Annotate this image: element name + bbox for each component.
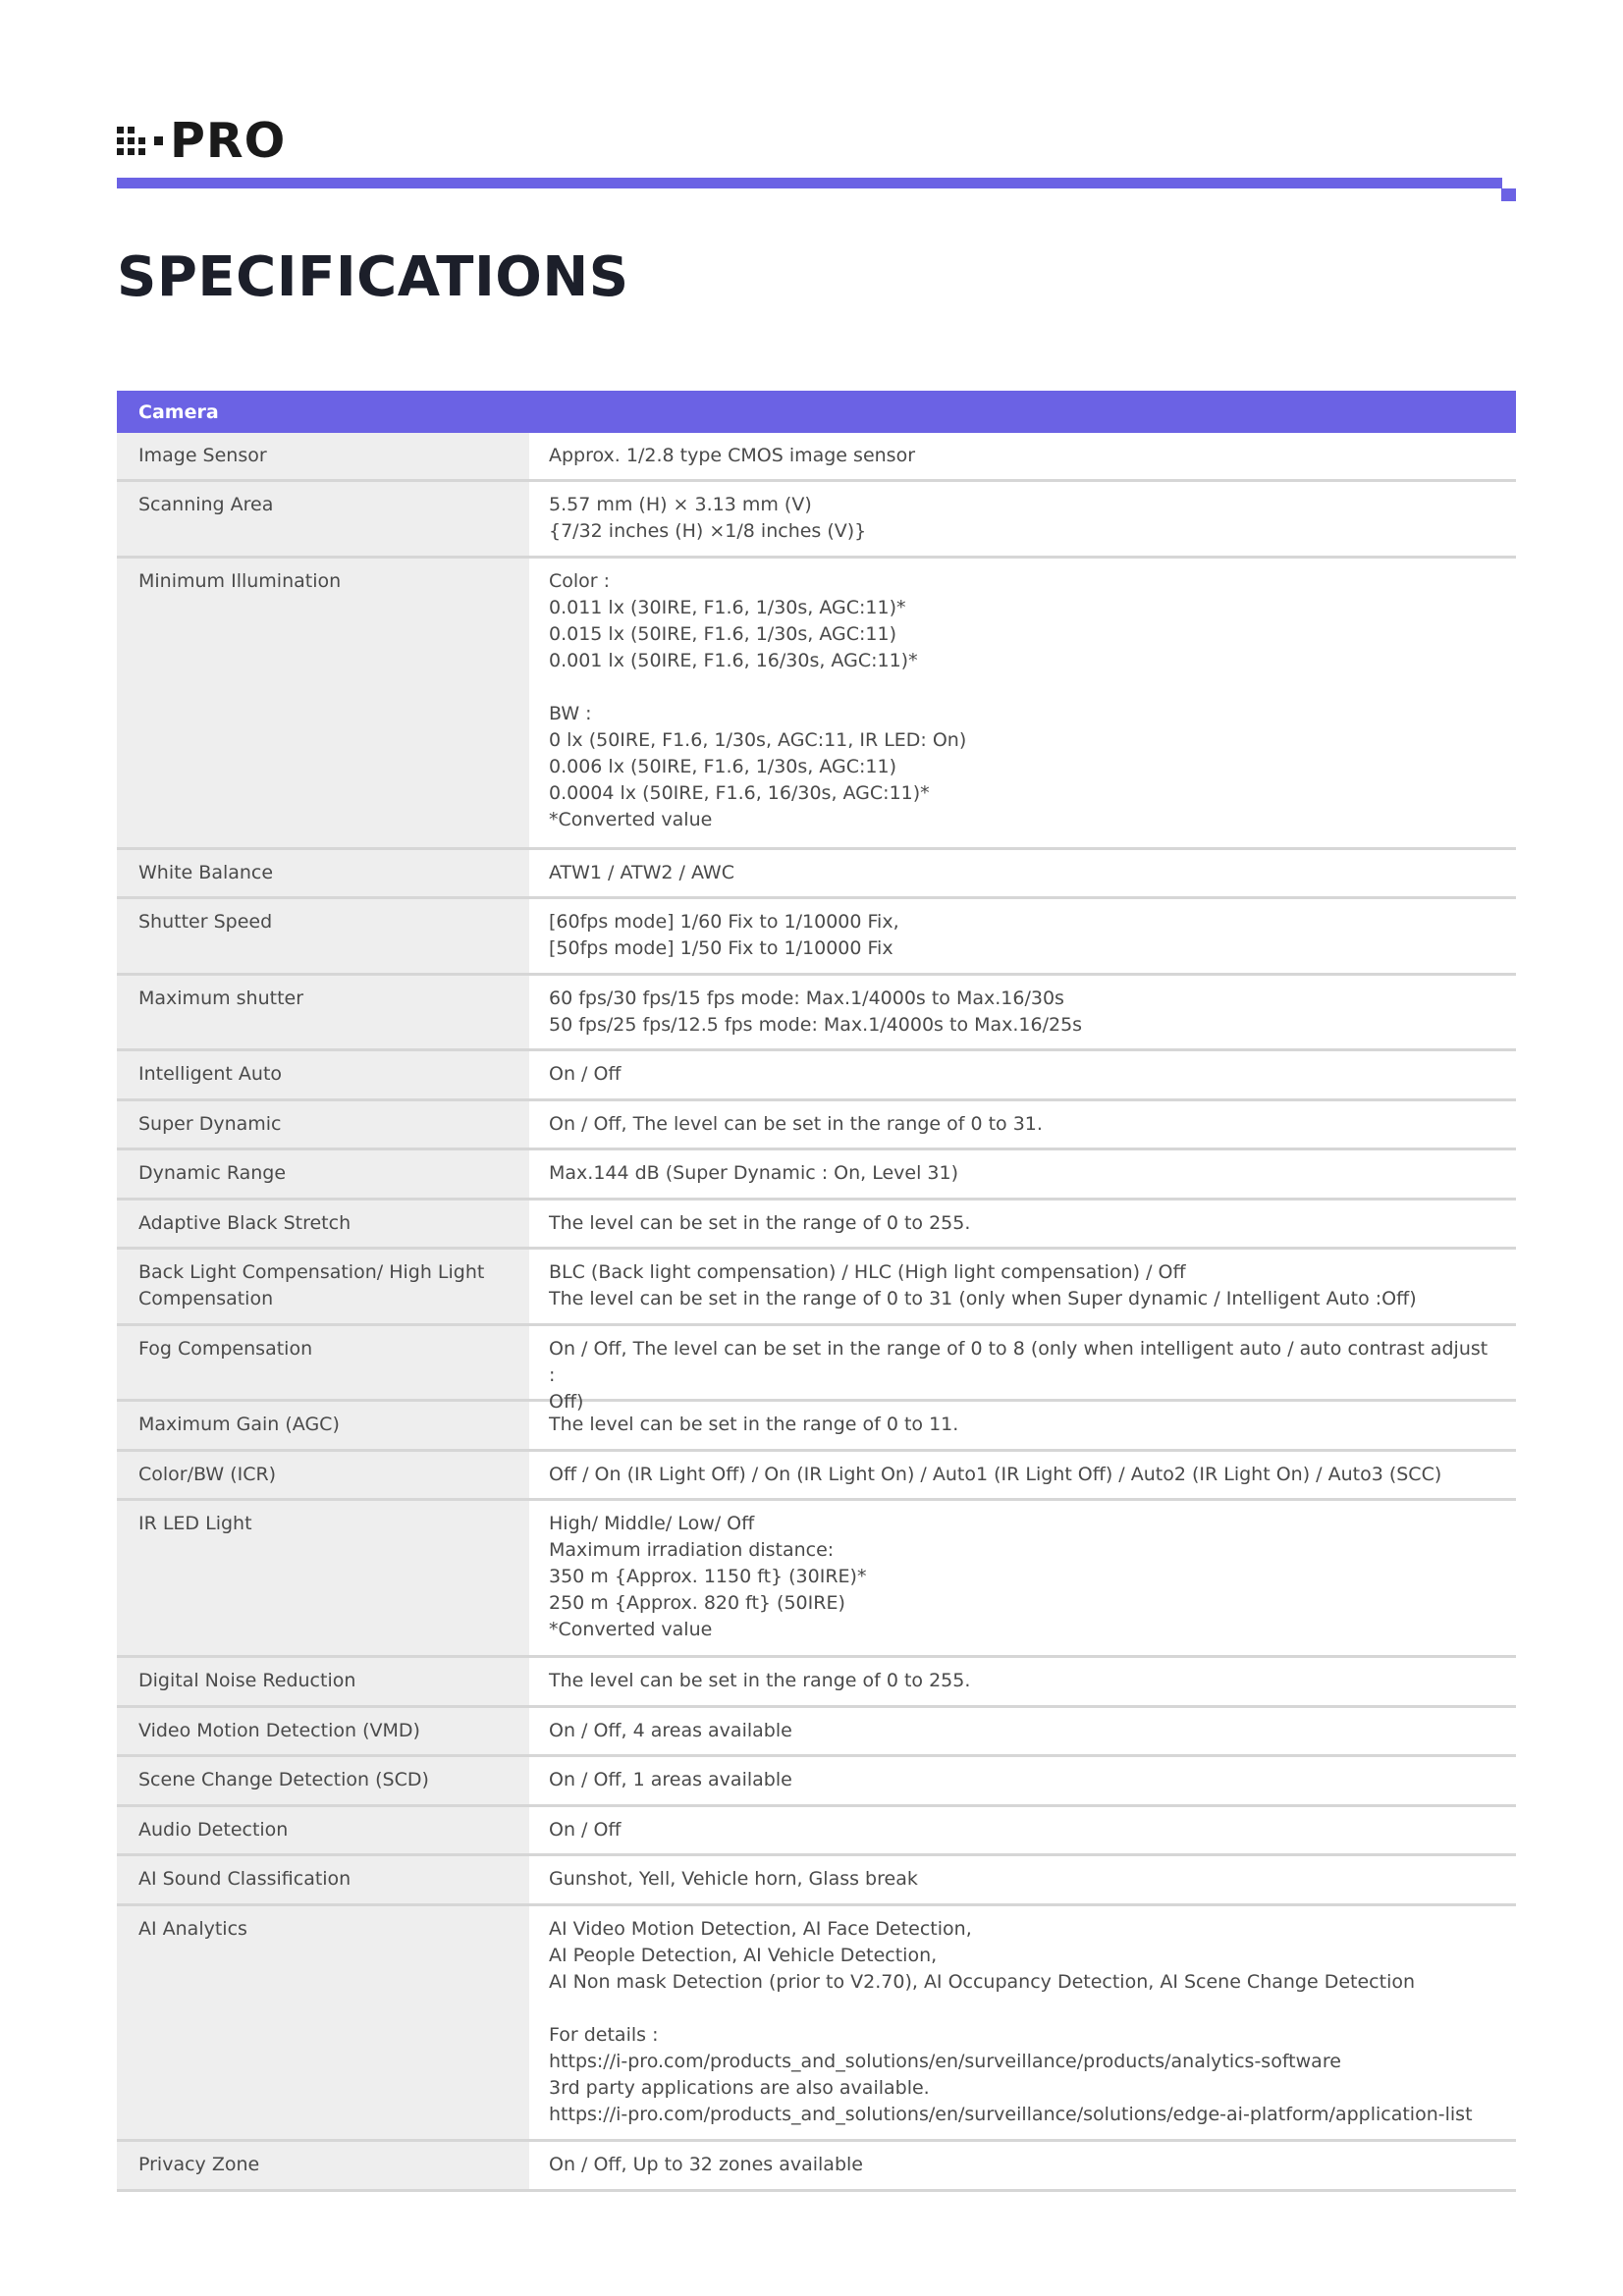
spec-table [117, 391, 1516, 2192]
spec-row-super-dynamic [117, 1101, 1516, 1150]
spec-label: Adaptive Black Stretch [117, 1201, 529, 1247]
spec-label: Super Dynamic [117, 1101, 529, 1148]
spec-row-ir-led-light [117, 1501, 1516, 1658]
page-title: SPECIFICATIONS [117, 245, 629, 309]
spec-label: IR LED Light [117, 1501, 529, 1655]
spec-label: Scene Change Detection (SCD) [117, 1757, 529, 1804]
spec-value: [60fps mode] 1/60 Fix to 1/10000 Fix, [50fps mode] 1/50 Fix to 1/10000 Fix [549, 911, 899, 959]
spec-label: Image Sensor [117, 433, 529, 479]
spec-row-video-motion-detection [117, 1708, 1516, 1757]
spec-value: On / Off [549, 1063, 622, 1085]
spec-row-privacy-zone [117, 2142, 1516, 2192]
spec-row-maximum-gain [117, 1402, 1516, 1452]
spec-value: Color : 0.011 lx (30IRE, F1.6, 1/30s, AGC:11)* 0.015 lx (50IRE, F1.6, 1/30s, AGC:11) 0.001 lx (50IRE, F1.6, 16/30s, AGC:11)* BW : 0 lx (50IRE, F1.6, 1/30s, AGC:11, IR LED: On) 0.006 lx (50IRE, F1.6, 1/30s, AGC:11) 0.0004 lx (50IRE, F1.6, 16/30s, AGC:11)* *Converted value [549, 570, 967, 830]
spec-label: Maximum shutter [117, 976, 529, 1048]
spec-label: Privacy Zone [117, 2142, 529, 2189]
spec-row-minimum-illumination [117, 559, 1516, 850]
spec-row-white-balance [117, 850, 1516, 899]
spec-value: AI Video Motion Detection, AI Face Detection, AI People Detection, AI Vehicle Detection, AI Non mask Detection (prior to V2.70), AI Occupancy Detection, AI Scene Change Detection For details : https://i-pro.com/products_and_solutions/en/surveillance/products/analytics-software 3rd party applications are also available. https://i-pro.com/products_and_solutions/en/surveillance/solutions/edge-ai-platform/application-list [549, 1918, 1473, 2125]
spec-value: Off / On (IR Light Off) / On (IR Light On) / Auto1 (IR Light Off) / Auto2 (IR Light On) / Auto3 (SCC) [549, 1464, 1442, 1485]
spec-row-dynamic-range [117, 1150, 1516, 1201]
spec-label: Intelligent Auto [117, 1051, 529, 1098]
spec-label: AI Sound Classification [117, 1856, 529, 1903]
logo-grid-icon [117, 127, 145, 155]
spec-value: On / Off, The level can be set in the range of 0 to 31. [549, 1113, 1043, 1135]
spec-row-maximum-shutter [117, 976, 1516, 1051]
spec-row-color-bw [117, 1452, 1516, 1501]
spec-label: Video Motion Detection (VMD) [117, 1708, 529, 1754]
spec-value: The level can be set in the range of 0 to 255. [549, 1212, 971, 1234]
spec-value: On / Off, Up to 32 zones available [549, 2154, 863, 2175]
spec-value: On / Off, 4 areas available [549, 1720, 792, 1741]
spec-row-back-light-compensation [117, 1250, 1516, 1326]
spec-value: 60 fps/30 fps/15 fps mode: Max.1/4000s to Max.16/30s 50 fps/25 fps/12.5 fps mode: Max.1/4000s to Max.16/25s [549, 988, 1083, 1036]
spec-value: The level can be set in the range of 0 to 255. [549, 1670, 971, 1691]
section-header-camera: Camera [117, 391, 1516, 433]
logo-dot-icon [154, 136, 163, 145]
spec-value: On / Off, The level can be set in the range of 0 to 8 (only when intelligent auto / auto contrast adjust : Off) [549, 1338, 1488, 1413]
spec-row-ai-sound-classification [117, 1856, 1516, 1906]
spec-label: Scanning Area [117, 482, 529, 556]
spec-label: White Balance [117, 850, 529, 896]
spec-value: On / Off, 1 areas available [549, 1769, 792, 1790]
header-rule-tab [1501, 188, 1516, 201]
spec-row-shutter-speed [117, 899, 1516, 976]
spec-row-audio-detection [117, 1807, 1516, 1856]
spec-row-scene-change-detection [117, 1757, 1516, 1807]
spec-row-digital-noise-reduction [117, 1658, 1516, 1708]
spec-row-fog-compensation [117, 1326, 1516, 1413]
spec-value: BLC (Back light compensation) / HLC (High light compensation) / Off The level can be set in the range of 0 to 31 (only when Super dynamic / Intelligent Auto :Off) [549, 1261, 1417, 1309]
spec-value: Max.144 dB (Super Dynamic : On, Level 31) [549, 1162, 959, 1184]
spec-label: Dynamic Range [117, 1150, 529, 1198]
spec-value: The level can be set in the range of 0 to 11. [549, 1414, 959, 1435]
spec-value: ATW1 / ATW2 / AWC [549, 862, 734, 883]
brand-logo [117, 112, 287, 169]
spec-value: On / Off [549, 1819, 622, 1841]
spec-label: Color/BW (ICR) [117, 1452, 529, 1498]
spec-row-intelligent-auto [117, 1051, 1516, 1101]
spec-label: Maximum Gain (AGC) [117, 1402, 529, 1449]
spec-value: High/ Middle/ Low/ Off Maximum irradiation distance: 350 m {Approx. 1150 ft} (30IRE)* 250 m {Approx. 820 ft} (50IRE) *Converted value [549, 1513, 867, 1640]
spec-label: AI Analytics [117, 1906, 529, 2139]
spec-label: Digital Noise Reduction [117, 1658, 529, 1705]
spec-label: Shutter Speed [117, 899, 529, 973]
spec-value: Approx. 1/2.8 type CMOS image sensor [549, 445, 916, 466]
spec-label: Back Light Compensation/ High Light Compensation [117, 1250, 529, 1323]
spec-label: Audio Detection [117, 1807, 529, 1853]
spec-row-scanning-area [117, 482, 1516, 559]
spec-value: 5.57 mm (H) × 3.13 mm (V) {7/32 inches (H) ×1/8 inches (V)} [549, 494, 867, 542]
spec-row-ai-analytics [117, 1906, 1516, 2142]
header-rule [117, 178, 1502, 188]
spec-label: Fog Compensation [117, 1326, 529, 1399]
spec-label: Minimum Illumination [117, 559, 529, 847]
logo-text: PRO [170, 112, 287, 169]
spec-row-adaptive-black-stretch [117, 1201, 1516, 1250]
spec-row-image-sensor [117, 433, 1516, 482]
spec-value: Gunshot, Yell, Vehicle horn, Glass break [549, 1868, 918, 1890]
